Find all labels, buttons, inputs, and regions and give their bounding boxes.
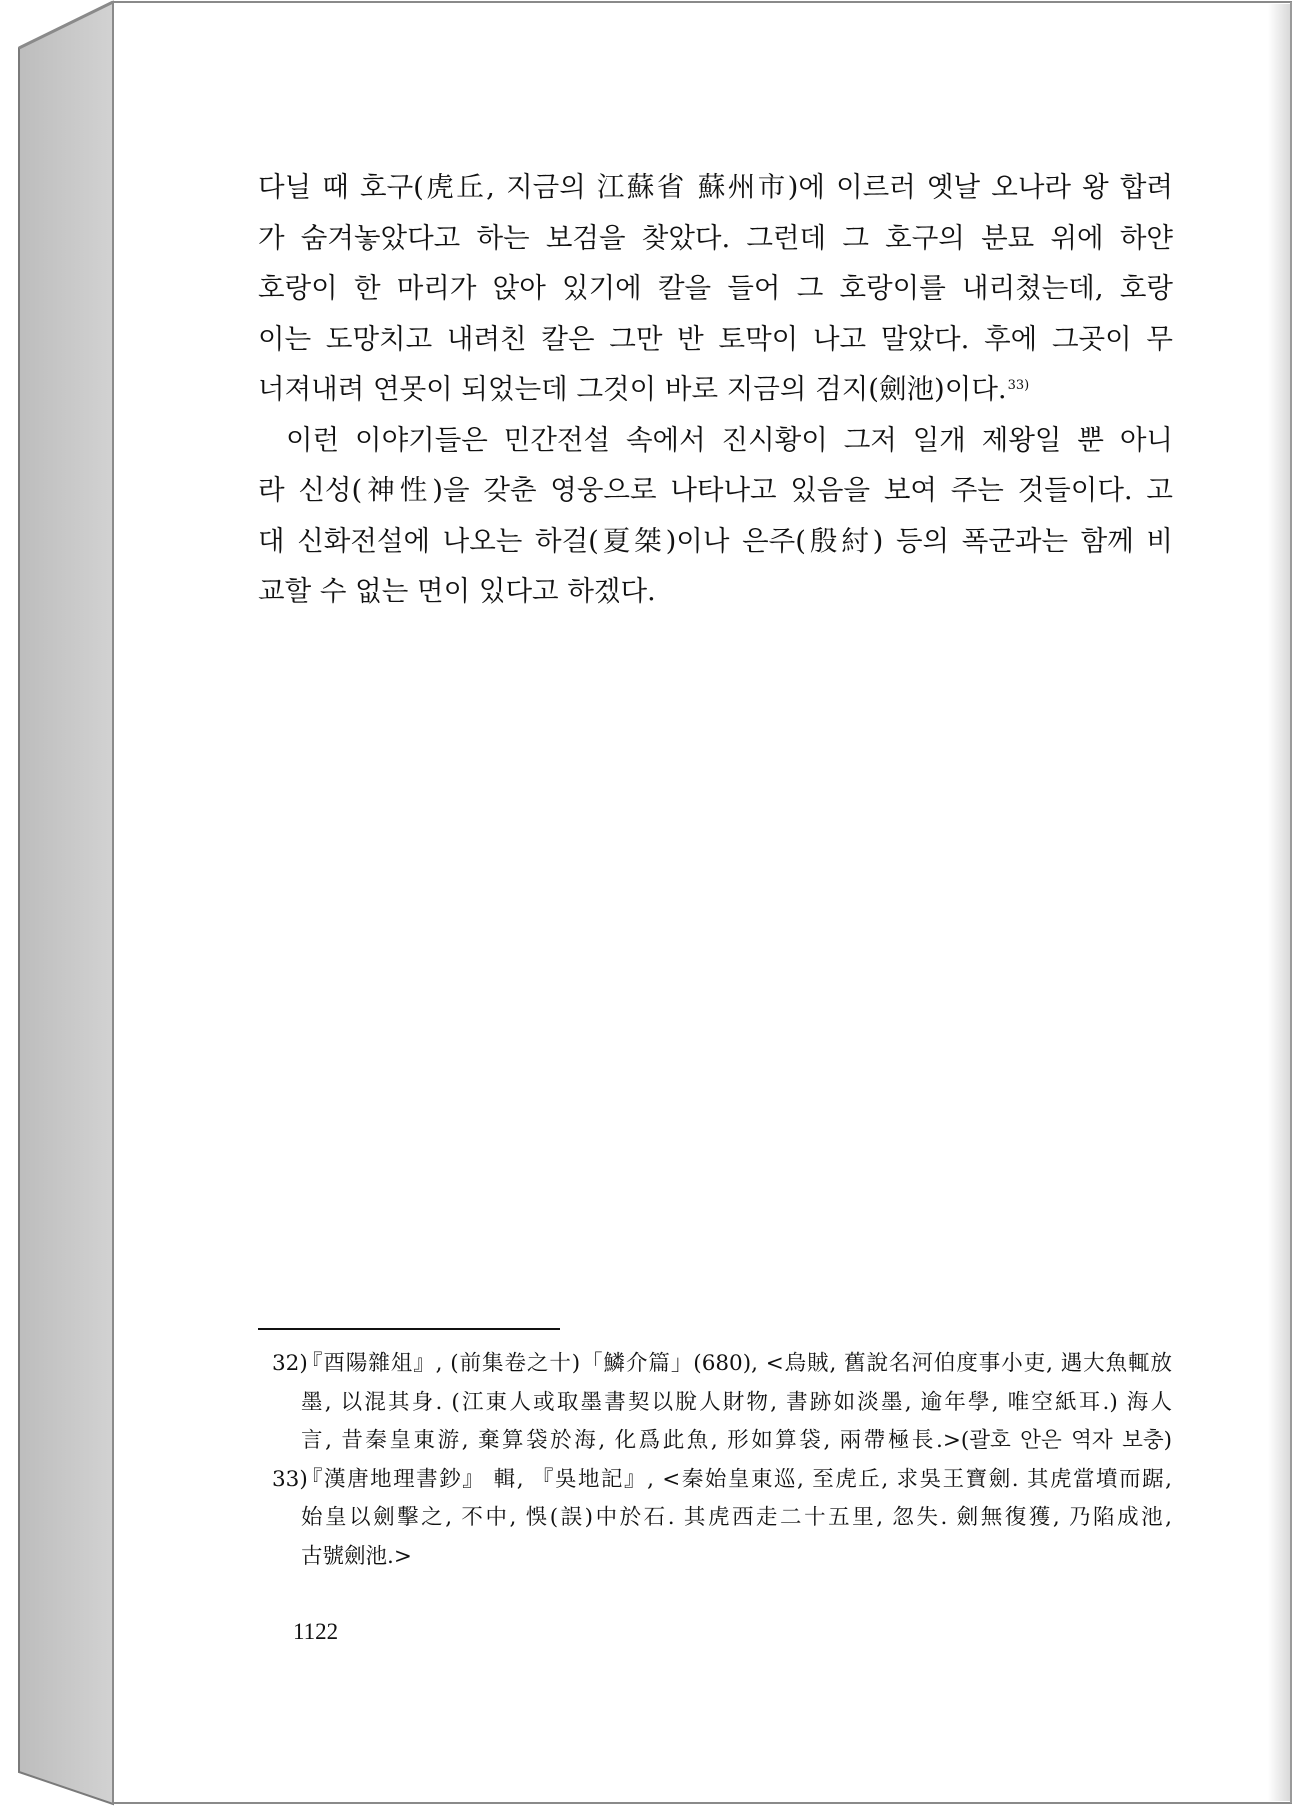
body-line-with-footnote: [258, 364, 1173, 415]
footnote-line: 始皇以劍擊之, 不中, 悞(誤)中於石. 其虎西走二十五里, 忽失. 劍無復獲, 乃陷成池,: [301, 1505, 1172, 1530]
page-content: [113, 2, 1288, 1802]
body-line: 호랑이 한 마리가 앉아 있기에 칼을 들어 그 호랑이를 내리쳤는데, 호랑: [258, 272, 1173, 304]
book-spine: [19, 2, 113, 1804]
footnote-line: 言, 昔秦皇東游, 棄算袋於海, 化爲此魚, 形如算袋, 兩帶極長.>(괄호 안은 역자 보충): [301, 1428, 1172, 1453]
footnote-line: 『酉陽雜俎』, (前集卷之十)「鱗介篇」(680), <烏賊, 舊說名河伯度事小吏, 遇大魚輒放: [301, 1351, 1172, 1376]
body-line: 라 신성(神性)을 갖춘 영웅으로 나타나고 있음을 보여 주는 것들이다. 고: [258, 474, 1173, 506]
footnote-line: 墨, 以混其身. (江東人或取墨書契以脫人財物, 書跡如淡墨, 逾年學, 唯空紙耳.) 海人: [301, 1389, 1172, 1415]
body-line: 가 숨겨놓았다고 하는 보검을 찾았다. 그런데 그 호구의 분묘 위에 하얀: [258, 221, 1173, 254]
body-text: [258, 162, 1173, 617]
page-number: 1122: [293, 1619, 339, 1644]
body-line: 교할 수 없는 면이 있다고 하겠다.: [258, 575, 656, 607]
footnotes: [272, 1345, 1172, 1576]
body-line: 대 신화전설에 나오는 하걸(夏桀)이나 은주(殷紂) 등의 폭군과는 함께 비: [258, 524, 1173, 557]
footnote-33: [272, 1461, 1172, 1577]
footnote-line: 古號劍池.>: [301, 1543, 412, 1569]
body-line: 이런 이야기들은 민간전설 속에서 진시황이 그저 일개 제왕일 뿐 아니: [286, 423, 1173, 456]
footnote-separator: [258, 1328, 560, 1330]
footnote-number: 33): [272, 1466, 308, 1492]
body-line: 이는 도망치고 내려친 칼은 그만 반 토막이 나고 말았다. 후에 그곳이 무: [258, 322, 1173, 355]
footnote-reference: 33): [1007, 378, 1030, 393]
footnote-line: 『漢唐地理書鈔』 輯, 『吳地記』, <秦始皇東巡, 至虎丘, 求吳王寶劍. 其虎當墳而踞,: [301, 1466, 1172, 1492]
body-line: 다닐 때 호구(虎丘, 지금의 江蘇省 蘇州市)에 이르러 옛날 오나라 왕 합려: [258, 171, 1173, 203]
footnote-32: [272, 1345, 1172, 1461]
body-line-text: 너져내려 연못이 되었는데 그것이 바로 지금의 검지(劍池)이다.: [258, 373, 1007, 405]
footnote-number: 32): [272, 1351, 308, 1376]
